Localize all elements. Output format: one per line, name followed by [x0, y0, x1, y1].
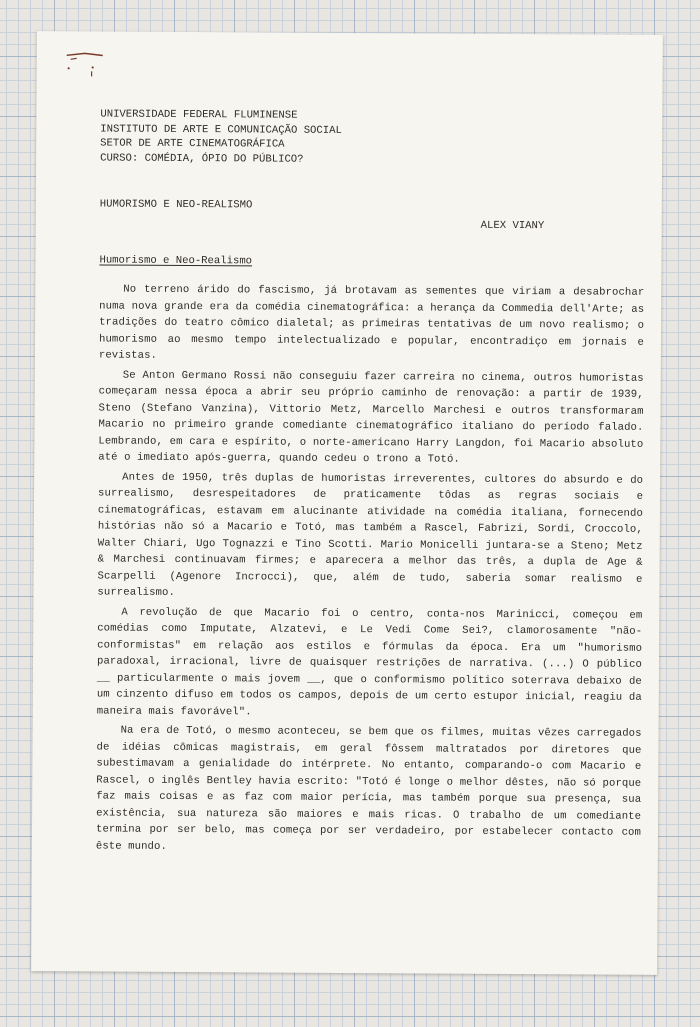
header-line: INSTITUTO DE ARTE E COMUNICAÇÃO SOCIAL: [100, 122, 342, 137]
header-line: SETOR DE ARTE CINEMATOGRÁFICA: [100, 137, 285, 151]
document-page: [31, 31, 663, 975]
document-title: HUMORISMO E NEO-REALISMO: [99, 198, 253, 212]
author-name: ALEX VIANY: [480, 219, 545, 233]
header-line: CURSO: COMÉDIA, ÓPIO DO PÚBLICO?: [100, 151, 304, 166]
header-line: UNIVERSIDADE FEDERAL FLUMINENSE: [100, 108, 298, 122]
body-text: [96, 281, 645, 860]
institution-header: [100, 107, 645, 168]
section-heading: Humorismo e Neo-Realismo: [99, 254, 253, 268]
paragraph: Se Anton Germano Rossi não conseguiu fazer carreira no cinema, outros humoristas começaram nessa época a abrir seu próprio caminho de renovação: a partir de 1939, Steno (Stefano Vanzina), Vittorio Metz, Marcello Marchesi e outros transformaram Macario no primeiro grande comediante cinematográfico italiano do período falado. Lembrando, em cara e espírito, o norte-americano Harry Langdon, foi Macario absoluto até o imediato após-guerra, quando cedeu o trono a Totó.: [98, 369, 644, 466]
handwritten-marks: [63, 49, 113, 79]
paragraph: A revolução de que Macario foi o centro, conta-nos Marinicci, começou em comédias como Imputate, Alzatevi, e Le Vedi Come Sei?, clamorosamente "não-conformistas" em relação aos estilos e fórmulas da época. Era um "humorismo paradoxal, irracional, livre de quaisquer restrições de narrativa. (...) O público __ particularmente o mais jovem __, que o conformismo político soterrava debaixo de um cinzento difuso em todos os campos, depois de um certo estupor inicial, reagiu da maneira mais favorável".: [96, 606, 643, 718]
paragraph: Na era de Totó, o mesmo aconteceu, se bem que os filmes, muitas vêzes carregados de idéias cômicas magistrais, em geral fôssem maltratados por diretores que subestimavam a genialidade do intérprete. No entanto, comparando-o com Macario e Rascel, o inglês Bentley havia escrito: "Totó é longe o melhor dêstes, não só porque faz mais coisas e as faz com maior perícia, mas também porque sua presença, sua existência, sua natureza são maiores e mais ricas. O trabalho de um comediante termina por ser belo, mas começa por ser verdadeiro, por estabelecer contacto com êste mundo.: [95, 724, 642, 853]
paragraph: No terreno árido do fascismo, já brotavam as sementes que viriam a desabrochar numa nova grande era da comédia cinematográfica: a herança da Commedia dell'Arte; as tradições do teatro cômico dialetal; as primeiras tentativas de um novo realismo; o humorismo ao mesmo tempo intelectualizado e popular, encontradiço em jornais e revistas.: [98, 283, 645, 362]
paragraph: Antes de 1950, três duplas de humoristas irreverentes, cultores do absurdo e do surrealismo, desrespeitadores de praticamente tôdas as regras sociais e cinematográficas, estavam em alucinante atividade na comédia italiana, fornecendo histórias não só a Macario e Totó, mas também a Rascel, Fabrizi, Sordi, Croccolo, Walter Chiari, Ugo Tognazzi e Tino Scotti. Mario Monicelli juntara-se a Steno; Metz & Marchesi continuavam firmes; e aparecera a melhor das três, a dupla de Age & Scarpelli (Agenore Incrocci), que, além de tudo, saberia somar realismo e surrealismo.: [97, 471, 644, 599]
